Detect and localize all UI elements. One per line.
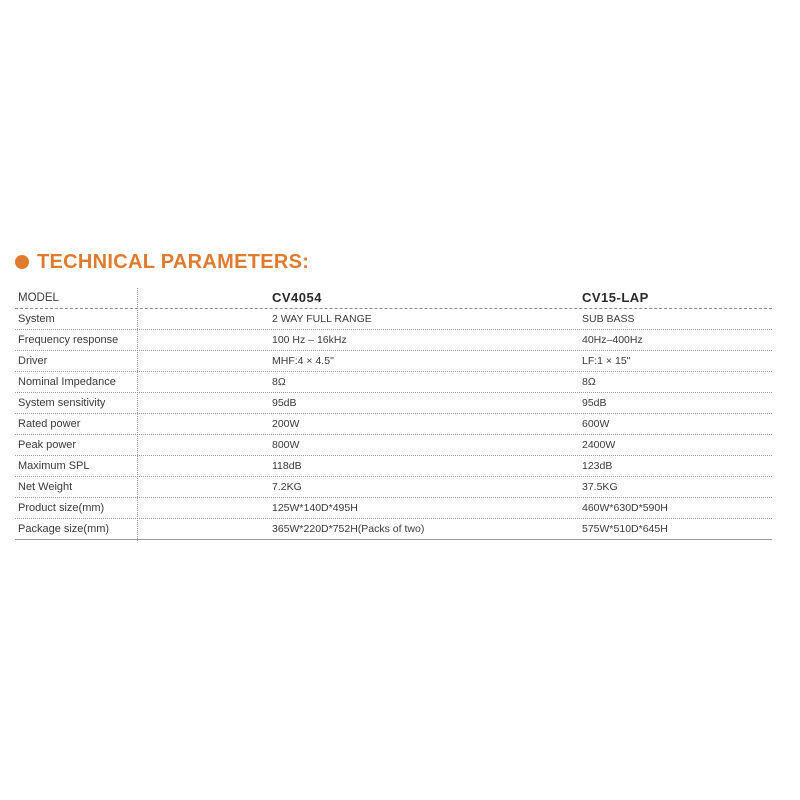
header-model-1: CV4054	[272, 290, 322, 305]
model-1-value: 800W	[272, 439, 300, 451]
table-row	[15, 393, 772, 414]
spec-table	[15, 288, 772, 540]
model-1-value: 7.2KG	[272, 481, 302, 493]
model-1-value: 95dB	[272, 397, 297, 409]
bullet-dot-icon	[15, 255, 29, 269]
table-row	[15, 456, 772, 477]
header-model-label: MODEL	[18, 292, 59, 304]
table-header-row	[15, 288, 772, 309]
model-2-value: 95dB	[582, 397, 607, 409]
table-row	[15, 414, 772, 435]
param-label: System sensitivity	[18, 397, 106, 409]
model-1-value: 200W	[272, 418, 300, 430]
model-2-value: 460W*630D*590H	[582, 502, 668, 514]
model-1-value: 365W*220D*752H(Packs of two)	[272, 523, 425, 535]
model-2-value: SUB BASS	[582, 313, 635, 325]
param-label: Peak power	[18, 439, 77, 451]
table-row	[15, 477, 772, 498]
model-1-value: 8Ω	[272, 376, 286, 388]
model-1-value: 2 WAY FULL RANGE	[272, 313, 372, 325]
model-1-value: 118dB	[272, 460, 302, 472]
table-row	[15, 498, 772, 519]
param-label: System	[18, 313, 55, 325]
param-label: Maximum SPL	[18, 460, 90, 472]
table-row	[15, 435, 772, 456]
model-2-value: 37.5KG	[582, 481, 618, 493]
model-2-value: 8Ω	[582, 376, 596, 388]
table-row	[15, 330, 772, 351]
column-divider	[137, 288, 138, 541]
model-2-value: 123dB	[582, 460, 613, 472]
model-2-value: 2400W	[582, 439, 616, 451]
model-2-value: 600W	[582, 418, 610, 430]
param-label: Net Weight	[18, 481, 73, 493]
section-heading	[15, 249, 309, 275]
table-row	[15, 372, 772, 393]
model-2-value: LF:1 × 15"	[582, 355, 631, 367]
param-label: Driver	[18, 355, 48, 367]
param-label: Frequency response	[18, 334, 119, 346]
model-1-value: 125W*140D*495H	[272, 502, 358, 514]
model-1-value: MHF:4 × 4.5"	[272, 355, 334, 367]
param-label: Rated power	[18, 418, 81, 430]
model-2-value: 40Hz–400Hz	[582, 334, 643, 346]
header-model-2: CV15-LAP	[582, 290, 649, 305]
param-label: Nominal Impedance	[18, 376, 116, 388]
table-row	[15, 309, 772, 330]
table-row	[15, 351, 772, 372]
model-1-value: 100 Hz – 16kHz	[272, 334, 347, 346]
param-label: Product size(mm)	[18, 502, 105, 514]
model-2-value: 575W*510D*645H	[582, 523, 668, 535]
table-row	[15, 519, 772, 540]
param-label: Package size(mm)	[18, 523, 110, 535]
section-title: TECHNICAL PARAMETERS:	[37, 250, 310, 273]
